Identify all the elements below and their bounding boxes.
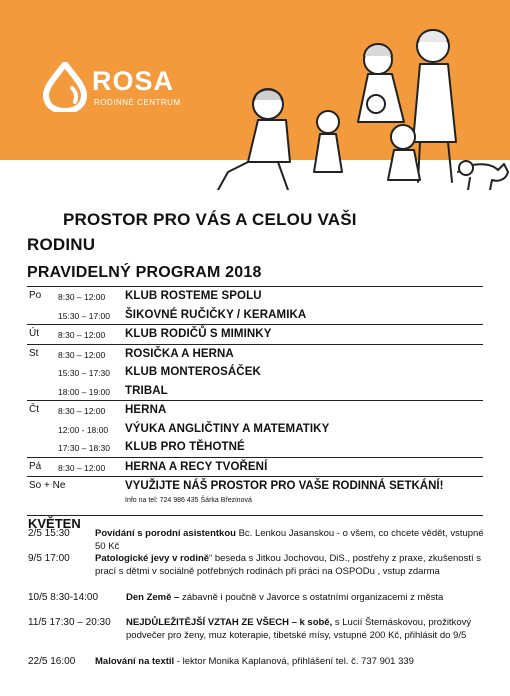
time-slot: 8:30 – 12:00 [58,330,106,340]
time-slot: 17:30 – 18:30 [58,443,110,453]
schedule-row [27,458,483,477]
activity: ŠIKOVNÉ RUČIČKY / KERAMIKA [125,308,307,321]
weekend-contact: Info na tel: 724 986 435 Šárka Březinová [125,497,252,504]
logo-name: ROSA [92,66,175,96]
event-text: Bc. Lenkou Jasanskou - o všem, co chcete vědět, vstupné 50 Kč [95,528,484,552]
header-banner [0,0,510,190]
time-slot: 15:30 – 17:00 [58,310,110,321]
schedule-row [27,325,483,344]
schedule-day-po [27,286,483,324]
schedule-row [27,401,483,420]
headline-line1: PROSTOR PRO VÁS A CELOU VAŠI [63,210,357,229]
schedule-day-ut [27,324,483,344]
activity: KLUB MONTEROSÁČEK [125,366,261,378]
schedule-day-weekend [27,476,483,516]
month-title: KVĚTEN [28,516,81,531]
day-label: So + Ne [29,480,66,491]
time-slot: 8:30 – 12:00 [58,406,106,416]
schedule-day-st [27,344,483,401]
weekend-row [27,477,483,515]
activity: KLUB PRO TĚHOTNÉ [125,441,245,453]
logo-subtitle: RODINNÉ CENTRUM [94,98,181,107]
event-date: 11/5 17:30 – 20:30 [28,617,111,628]
day-label: Po [29,290,42,301]
event-item [28,528,484,553]
event-title: Malování na textil [95,656,175,667]
event-text: zábavně i poučně v Javorce s ostatními organizacemi z města [179,592,444,603]
weekly-schedule [27,286,483,516]
activity: KLUB ROSTEME SPOLU [125,290,262,302]
day-label: St [29,347,39,359]
day-label: Pá [29,460,42,472]
activity: VÝUKA ANGLIČTINY A MATEMATIKY [125,422,330,435]
event-text: “ beseda s Jitkou Jochovou, DiS., postřehy z praxe, zkušeností s prací s dětmi v sociálně potřebných rodinách při práci na OSPODu , vstup zdarma [95,553,481,577]
program-title: PRAVIDELNÝ PROGRAM 2018 [27,264,262,281]
event-title: Den Země – [126,592,180,603]
schedule-row [27,363,483,382]
event-text: - lektor Monika Kaplanová, přihlášení tel. č. 737 901 339 [174,656,414,667]
activity: TRIBAL [125,384,168,397]
event-item [28,617,484,656]
event-title: NEJDŮLEŽITĚJŠÍ VZTAH ZE VŠECH – k sobě, [126,617,333,628]
schedule-day-pa [27,457,483,477]
event-date: 9/5 17:00 [28,553,70,564]
family-illustration [208,12,510,190]
schedule-row [27,382,483,401]
time-slot: 8:30 – 12:00 [58,292,106,302]
schedule-row [27,438,483,457]
event-item [28,592,484,617]
activity: HERNA [125,404,167,416]
time-slot: 12:00 - 18:00 [58,424,109,435]
day-label: Út [29,328,39,339]
event-item [28,656,484,670]
schedule-row [27,345,483,364]
time-slot: 18:00 – 19:00 [58,386,110,397]
event-title: Povídání s porodní asistentkou [95,528,236,539]
weekend-offer: VYUŽIJTE NÁŠ PROSTOR PRO VAŠE RODINNÁ SETKÁNÍ! [125,480,444,492]
event-text: s Lucií Šternáskovou, prožitkový podvečer pro ženy, muz koterapie, tibetské mísy, vstupné 200 Kč, přihlásit do 9/5 [126,617,472,641]
time-slot: 15:30 – 17:30 [58,368,110,378]
event-item [28,553,484,592]
schedule-row [27,287,483,306]
event-date: 2/5 15:30 [28,528,70,539]
schedule-row [27,306,483,325]
activity: KLUB RODIČŮ S MIMINKY [125,328,272,340]
event-date: 22/5 16:00 [28,656,76,667]
day-label: Čt [29,404,39,415]
time-slot: 8:30 – 12:00 [58,349,106,360]
events-list [28,528,484,670]
schedule-day-ct [27,400,483,457]
time-slot: 8:30 – 12:00 [58,462,106,473]
event-date: 10/5 8:30-14:00 [28,592,99,603]
schedule-row [27,420,483,439]
headline-line2: RODINU [27,235,96,254]
activity: HERNA A RECY TVOŘENÍ [125,460,268,473]
activity: ROSIČKA A HERNA [125,347,234,360]
event-title: Patologické jevy v rodině [95,553,210,564]
drop-icon [42,62,88,112]
